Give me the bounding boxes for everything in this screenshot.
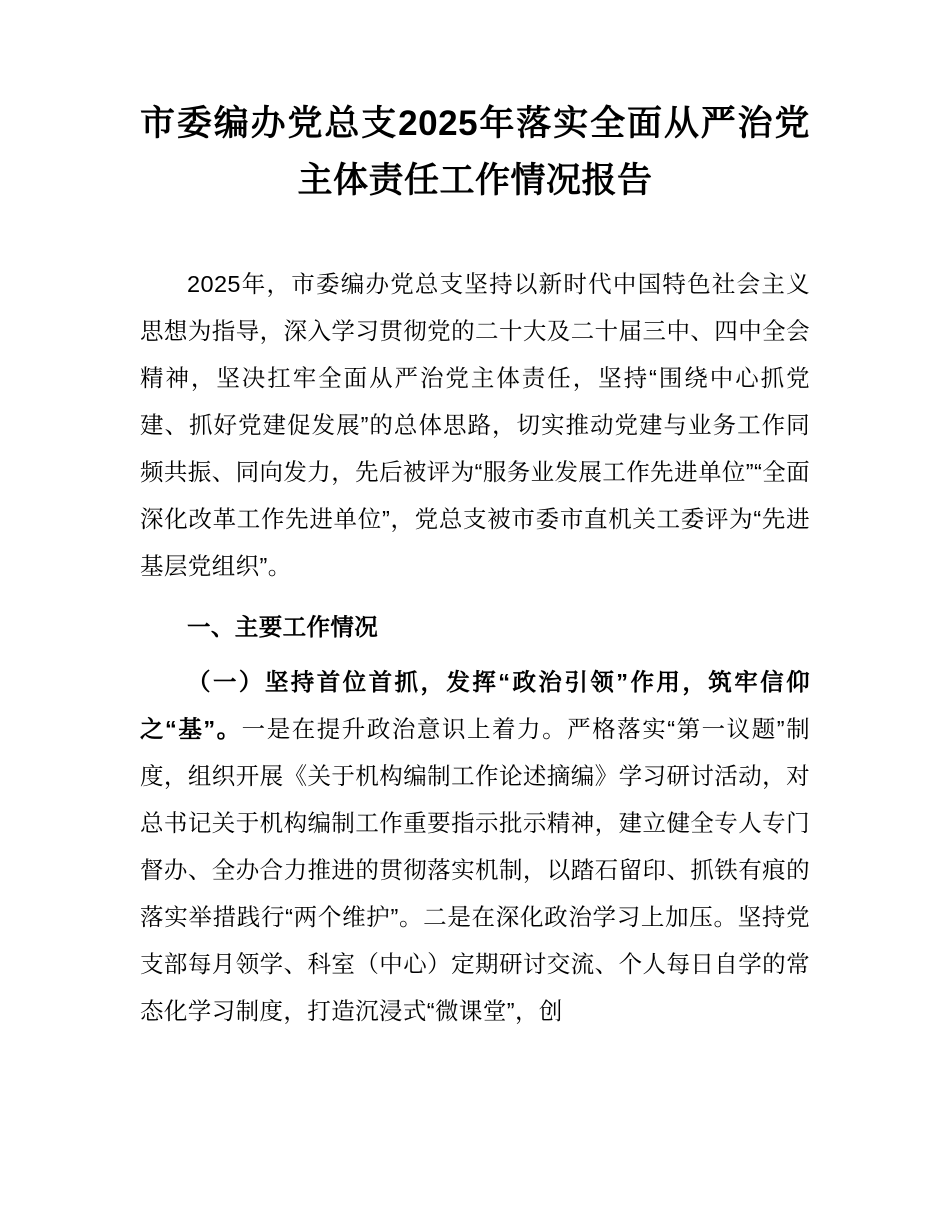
item-one-lead: （一）坚持首位首抓，发挥“政治引领”作用，筑牢信仰之“基”。 — [140, 669, 810, 743]
section-heading-one: 一、主要工作情况 — [187, 614, 379, 641]
paragraph-intro: 2025年，市委编办党总支坚持以新时代中国特色社会主义思想为指导，深入学习贯彻党的二十大及二十届三中、四中全会精神，坚决扛牢全面从严治党主体责任，坚持“围绕中心抓党建、抓好党建促发展”的总体思路，切实推动党建与业务工作同频共振、同向发力，先后被评为“服务业发展工作先进单位”“全面深化改革工作先进单位”，党总支被市委市直机关工委评为“先进基层党组织”。 — [140, 271, 810, 580]
item-one-body: 一是在提升政治意识上着力。严格落实“第一议题”制度，组织开展《关于机构编制工作论述摘编》学习研讨活动，对总书记关于机构编制工作重要指示批示精神，建立健全专人专门督办、全办合力推进的贯彻落实机制，以踏石留印、抓铁有痕的落实举措践行“两个维护”。二是在深化政治学习上加压。坚持党支部每月领学、科室（中心）定期研讨交流、个人每日自学的常态化学习制度，打造沉浸式“微课堂”，创 — [140, 716, 810, 1025]
paragraph-item-one — [140, 659, 810, 1035]
page-title: 市委编办党总支2025年落实全面从严治党主体责任工作情况报告 — [140, 104, 810, 200]
